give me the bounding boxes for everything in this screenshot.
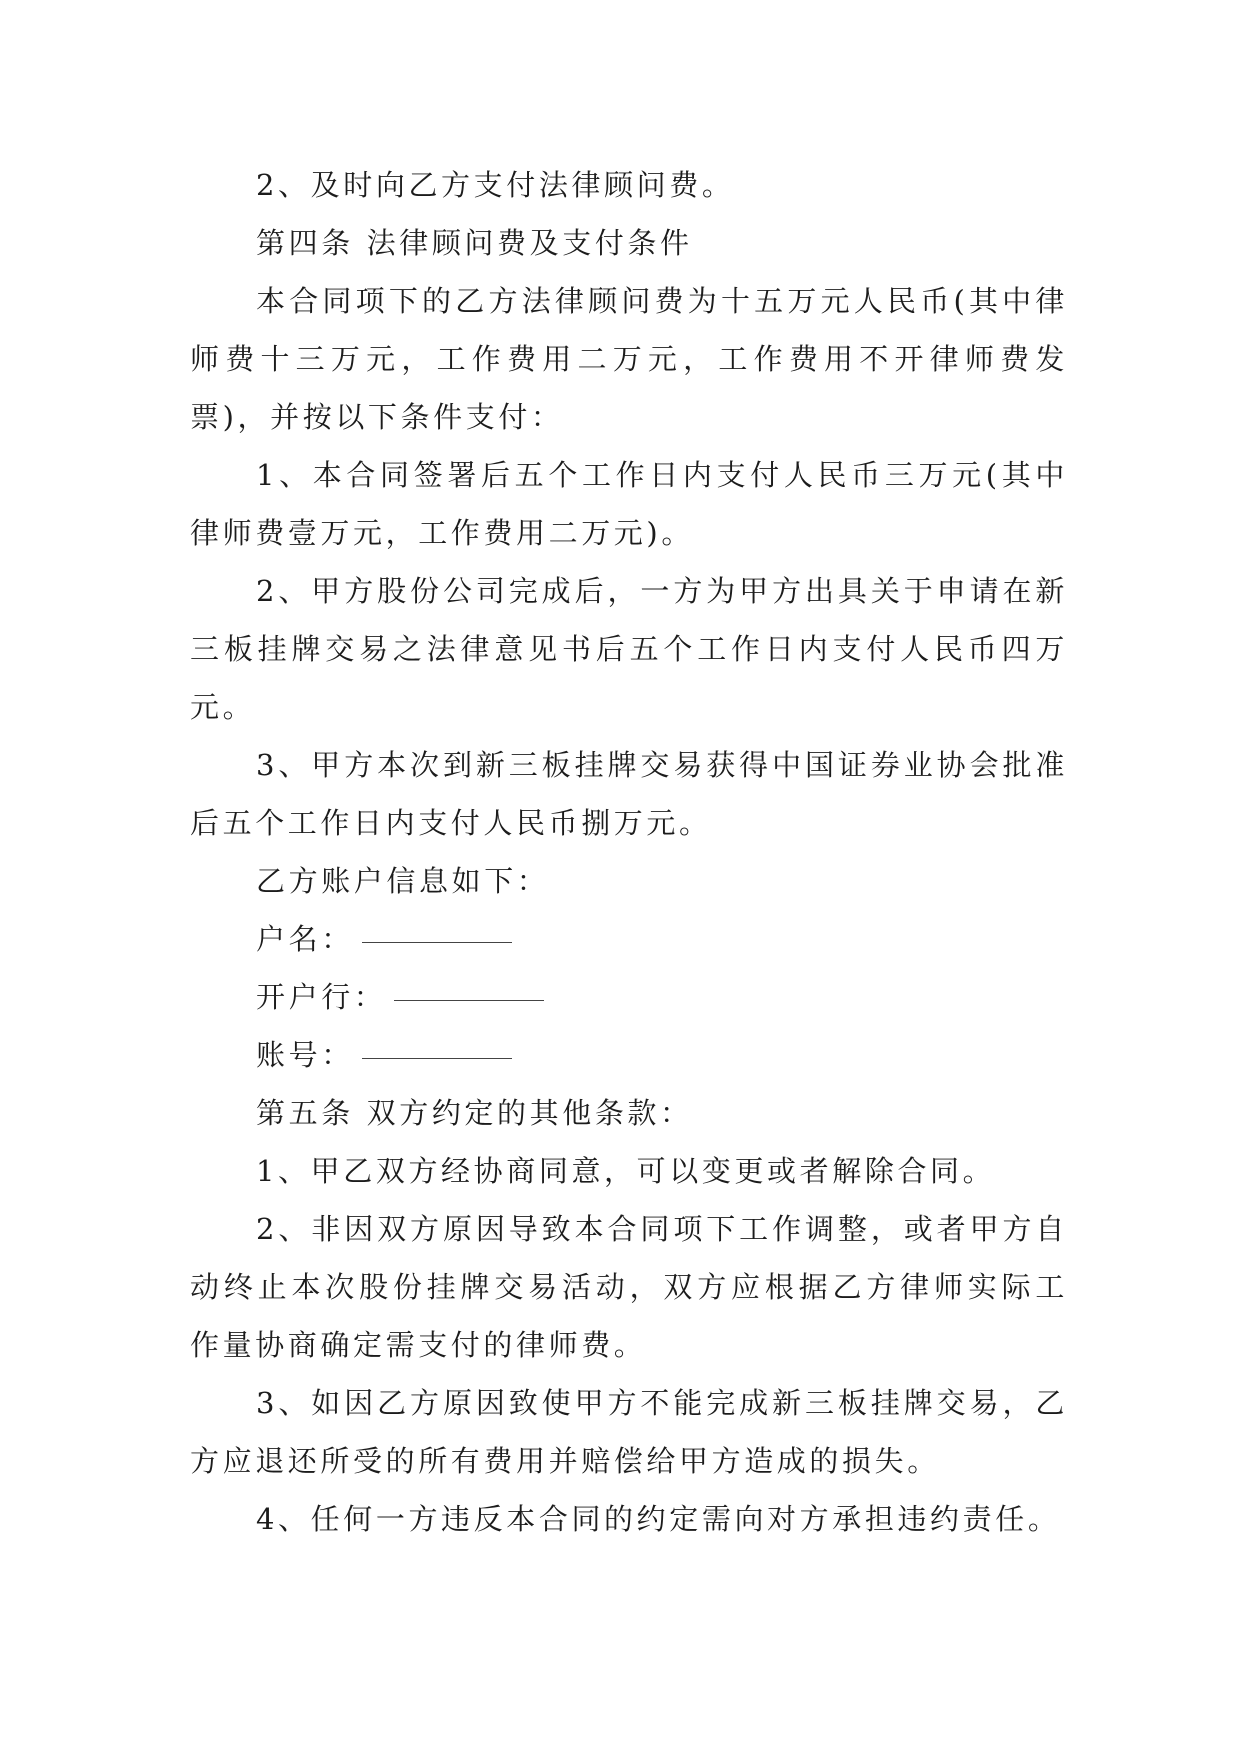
paragraph: 2、甲方股份公司完成后，一方为甲方出具关于申请在新三板挂牌交易之法律意见书后五个工作日内支付人民币四万元。 (190, 574, 1068, 724)
paragraph: 3、甲方本次到新三板挂牌交易获得中国证券业协会批准后五个工作日内支付人民币捌万元。 (190, 748, 1068, 840)
account-bank-blank (394, 999, 544, 1001)
account-name-label: 户名： (256, 922, 354, 956)
paragraph: 2、及时向乙方支付法律顾问费。 (256, 168, 735, 202)
paragraph: 2、非因双方原因导致本合同项下工作调整，或者甲方自动终止本次股份挂牌交易活动，双方应根据乙方律师实际工作量协商确定需支付的律师费。 (190, 1212, 1068, 1362)
paragraph: 本合同项下的乙方法律顾问费为十五万元人民币(其中律师费十三万元，工作费用二万元，工作费用不开律师费发票)，并按以下条件支付： (190, 284, 1068, 434)
paragraph: 1、本合同签署后五个工作日内支付人民币三万元(其中律师费壹万元，工作费用二万元)。 (190, 458, 1068, 550)
document-body (190, 156, 1068, 1548)
account-name-blank (362, 941, 512, 943)
paragraph: 1、甲乙双方经协商同意，可以变更或者解除合同。 (256, 1154, 996, 1188)
account-bank-label: 开户行： (256, 980, 387, 1014)
account-number-blank (362, 1057, 512, 1059)
paragraph: 乙方账户信息如下： (256, 864, 550, 898)
account-number-label: 账号： (256, 1038, 354, 1072)
clause-heading: 第四条 法律顾问费及支付条件 (256, 226, 693, 260)
paragraph: 3、如因乙方原因致使甲方不能完成新三板挂牌交易，乙方应退还所受的所有费用并赔偿给甲方造成的损失。 (190, 1386, 1068, 1478)
account-bank-line (190, 968, 1068, 1026)
paragraph: 4、任何一方违反本合同的约定需向对方承担违约责任。 (256, 1502, 1061, 1536)
account-number-line (190, 1026, 1068, 1084)
clause-heading: 第五条 双方约定的其他条款： (256, 1096, 693, 1130)
account-name-line (190, 910, 1068, 968)
